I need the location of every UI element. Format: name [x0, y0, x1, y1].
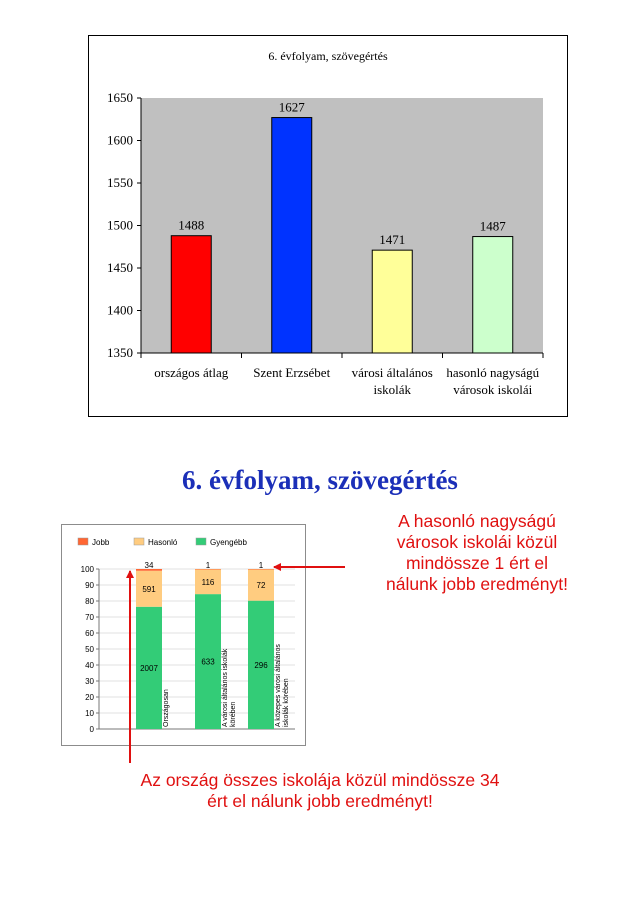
callout-right-line: mindössze 1 ért el: [405, 553, 548, 573]
segment-value-label: 2007: [140, 663, 158, 673]
legend-swatch: [196, 538, 206, 545]
bar: [272, 118, 312, 353]
x-tick-label: hasonló nagyságú: [446, 365, 540, 380]
callout-bottom-line: ért el nálunk jobb eredményt!: [207, 791, 433, 811]
y-tick-label: 30: [85, 677, 94, 686]
x-tick-label: iskolák: [373, 382, 412, 397]
legend-label: Hasonló: [148, 538, 178, 547]
page-heading: 6. évfolyam, szövegértés: [182, 465, 458, 495]
y-tick-label: 1600: [107, 132, 133, 148]
y-tick-label: 80: [85, 597, 94, 606]
y-tick-label: 50: [85, 645, 94, 654]
y-tick-label: 0: [89, 725, 94, 734]
segment-value-label: 633: [201, 657, 215, 667]
bar-value-label: 1627: [278, 99, 305, 115]
bar-value-label: 1487: [479, 218, 506, 234]
y-tick-label: 1650: [107, 90, 133, 105]
x-tick-label: Országosan: [163, 689, 170, 727]
x-tick-label: A közepes városi általános: [275, 644, 282, 727]
x-tick-label: Szent Erzsébet: [253, 365, 331, 380]
segment-value-label: 1: [258, 561, 264, 570]
legend-swatch: [134, 538, 144, 545]
comparison-stacked-chart: [61, 524, 306, 746]
callout-bottom: [60, 770, 580, 812]
y-tick-label: 1400: [107, 302, 133, 318]
bar-value-label: 1471: [379, 232, 406, 248]
segment-value-label: 34: [144, 561, 154, 570]
y-tick-label: 60: [85, 629, 94, 638]
average-score-chart-canvas: [89, 36, 567, 416]
x-tick-label: iskolák körében: [283, 678, 290, 727]
y-tick-label: 100: [80, 565, 94, 574]
x-tick-label: körében: [230, 701, 237, 727]
comparison-stacked-chart-canvas: [62, 525, 305, 745]
callout-right-line: A hasonló nagyságú: [398, 511, 556, 531]
y-tick-label: 70: [85, 613, 94, 622]
bar: [171, 236, 211, 353]
y-tick-label: 90: [85, 581, 94, 590]
segment-value-label: 116: [201, 577, 215, 587]
callout-right-line: nálunk jobb eredményt!: [386, 574, 568, 594]
y-tick-label: 10: [85, 709, 94, 718]
chart-title: 6. évfolyam, szövegértés: [268, 49, 388, 63]
segment-value-label: 591: [142, 584, 156, 594]
segment-value-label: 72: [256, 581, 266, 591]
callout-bottom-line: Az ország összes iskolája közül mindössze 34: [140, 770, 500, 790]
segment-value-label: 296: [254, 660, 268, 670]
y-tick-label: 1450: [107, 260, 133, 275]
x-tick-label: városi általános: [351, 365, 433, 380]
legend-label: Gyengébb: [210, 538, 247, 547]
bar: [372, 250, 412, 353]
average-score-chart: [88, 35, 568, 417]
x-tick-label: A városi általános iskolák: [222, 648, 229, 727]
segment-value-label: 1: [205, 561, 211, 570]
bar: [473, 237, 513, 353]
y-tick-label: 1500: [107, 217, 133, 233]
y-tick-label: 1350: [107, 345, 133, 360]
x-tick-label: országos átlag: [154, 365, 229, 380]
y-tick-label: 1550: [107, 175, 133, 190]
bar-value-label: 1488: [178, 217, 205, 233]
x-tick-label: városok iskolái: [453, 382, 533, 397]
legend-label: Jobb: [92, 538, 110, 547]
callout-right: [342, 511, 612, 595]
y-tick-label: 40: [85, 661, 94, 670]
callout-right-line: városok iskolái közül: [396, 532, 558, 552]
y-tick-label: 20: [85, 693, 94, 702]
legend-swatch: [78, 538, 88, 545]
